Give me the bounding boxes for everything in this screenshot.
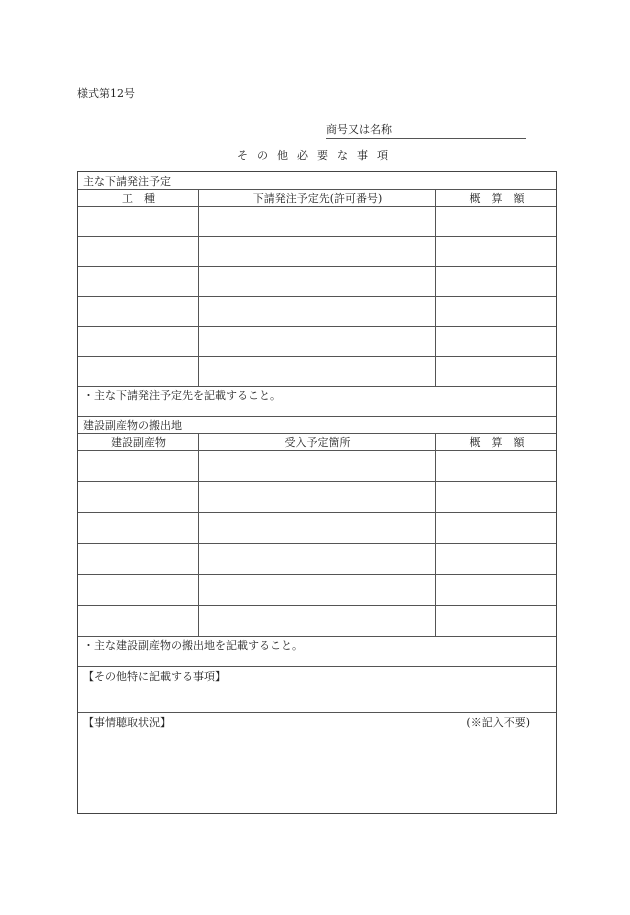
- hearing-status-area: [78, 732, 556, 812]
- divider: [78, 206, 556, 207]
- divider: [78, 666, 556, 667]
- divider: [78, 386, 556, 387]
- column-divider: [435, 433, 436, 636]
- subcontract-col-amount: 概 算 額: [469, 192, 525, 205]
- byproducts-col-amount: 概 算 額: [469, 436, 525, 449]
- divider: [78, 712, 556, 713]
- column-divider: [435, 189, 436, 386]
- table-row[interactable]: [78, 481, 556, 482]
- hearing-status-label: 【事情聴取状況】: [83, 716, 171, 729]
- subcontract-col-trade: 工 種: [122, 192, 155, 205]
- table-row[interactable]: [78, 266, 556, 267]
- table-row[interactable]: [78, 326, 556, 327]
- divider: [78, 433, 556, 434]
- table-row[interactable]: [78, 543, 556, 544]
- byproducts-col-material: 建設副産物: [111, 436, 166, 449]
- divider: [78, 416, 556, 417]
- company-name-field[interactable]: [326, 121, 526, 139]
- column-divider: [198, 189, 199, 386]
- special-notes-label: 【その他特に記載する事項】: [83, 670, 226, 683]
- divider: [78, 450, 556, 451]
- form-frame: [77, 171, 557, 814]
- table-row[interactable]: [78, 605, 556, 606]
- table-row[interactable]: [78, 574, 556, 575]
- table-row[interactable]: [78, 236, 556, 237]
- byproducts-section-label: 建設副産物の搬出地: [83, 419, 182, 432]
- hearing-status-note: (※記入不要): [466, 716, 530, 729]
- subcontract-note: ・主な下請発注予定先を記載すること。: [83, 389, 281, 402]
- company-name-label: 商号又は名称: [326, 123, 392, 136]
- column-divider: [198, 433, 199, 636]
- byproducts-col-destination: 受入予定箇所: [284, 436, 351, 449]
- document-title: その他必要な事項: [237, 149, 397, 162]
- byproducts-note: ・主な建設副産物の搬出地を記載すること。: [83, 639, 303, 652]
- table-row[interactable]: [78, 512, 556, 513]
- subcontract-col-subcontractor: 下請発注予定先(許可番号): [252, 192, 383, 205]
- subcontract-section-label: 主な下請発注予定: [83, 175, 171, 188]
- divider: [78, 636, 556, 637]
- special-notes-area[interactable]: [78, 684, 556, 712]
- form-number: 様式第12号: [77, 87, 135, 100]
- table-row[interactable]: [78, 356, 556, 357]
- table-row[interactable]: [78, 296, 556, 297]
- divider: [78, 189, 556, 190]
